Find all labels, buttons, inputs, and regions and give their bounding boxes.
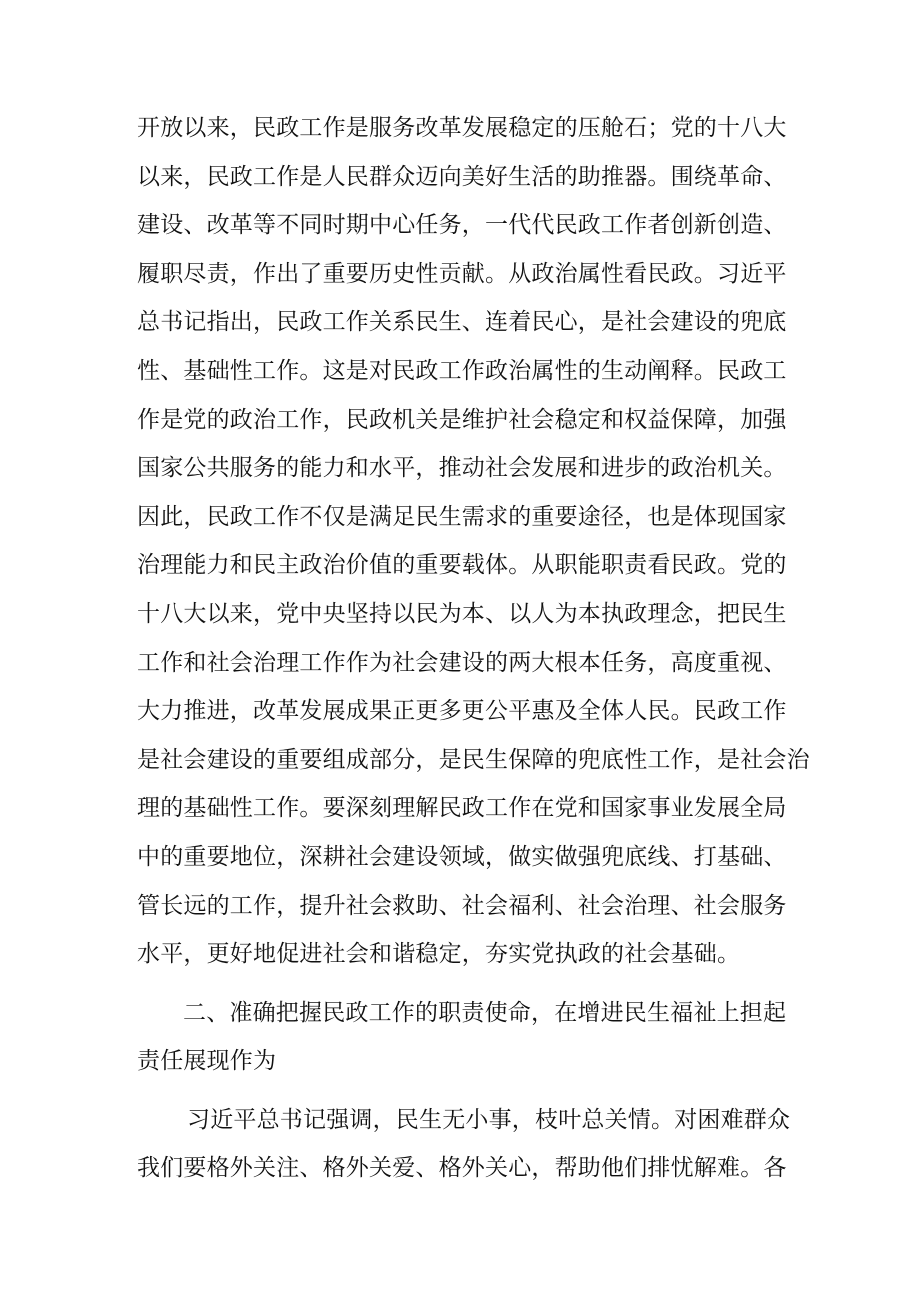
text-line: 我们要格外关注、格外关爱、格外关心，帮助他们排忧解难。各 xyxy=(137,1155,787,1182)
text-line: 作是党的政治工作，民政机关是维护社会稳定和权益保障，加强 xyxy=(137,406,787,433)
text-line: 习近平总书记强调，民生无小事，枝叶总关情。对困难群众 xyxy=(187,1106,791,1133)
text-line: 开放以来，民政工作是服务改革发展稳定的压舱石；党的十八大 xyxy=(137,115,787,141)
text-line: 中的重要地位，深耕社会建设领域，做实做强兜底线、打基础、 xyxy=(137,843,787,870)
text-line: 是社会建设的重要组成部分，是民生保障的兜底性工作，是社会治 xyxy=(137,746,810,773)
text-line: 总书记指出，民政工作关系民生、连着民心，是社会建设的兜底 xyxy=(137,309,787,336)
text-line: 履职尽责，作出了重要历史性贡献。从政治属性看民政。习近平 xyxy=(137,260,787,287)
text-line: 性、基础性工作。这是对民政工作政治属性的生动阐释。民政工 xyxy=(137,357,787,384)
text-line: 大力推进，改革发展成果正更多更公平惠及全体人民。民政工作 xyxy=(137,698,787,725)
section-heading-2 xyxy=(137,989,797,1086)
text-line: 十八大以来，党中央坚持以民为本、以人为本执政理念，把民生 xyxy=(137,600,787,627)
heading-line: 二、准确把握民政工作的职责使命，在增进民生福祉上担起 xyxy=(183,999,787,1026)
text-line: 水平，更好地促进社会和谐稳定，夯实党执政的社会基础。 xyxy=(137,941,741,968)
text-line: 管长远的工作，提升社会救助、社会福利、社会治理、社会服务 xyxy=(137,892,787,919)
text-line: 因此，民政工作不仅是满足民生需求的重要途径，也是体现国家 xyxy=(137,503,787,530)
document-body xyxy=(137,104,810,1193)
paragraph-civil-affairs-role xyxy=(137,104,810,979)
heading-line: 责任展现作为 xyxy=(137,1048,277,1075)
text-line: 治理能力和民主政治价值的重要载体。从职能职责看民政。党的 xyxy=(137,552,787,579)
text-line: 建设、改革等不同时期中心任务，一代代民政工作者创新创造、 xyxy=(137,212,787,239)
paragraph-livelihood xyxy=(137,1096,797,1193)
text-line: 国家公共服务的能力和水平，推动社会发展和进步的政治机关。 xyxy=(137,455,787,482)
text-line: 工作和社会治理工作作为社会建设的两大根本任务，高度重视、 xyxy=(137,649,787,676)
text-line: 理的基础性工作。要深刻理解民政工作在党和国家事业发展全局 xyxy=(137,795,787,822)
text-line: 以来，民政工作是人民群众迈向美好生活的助推器。围绕革命、 xyxy=(137,163,787,190)
